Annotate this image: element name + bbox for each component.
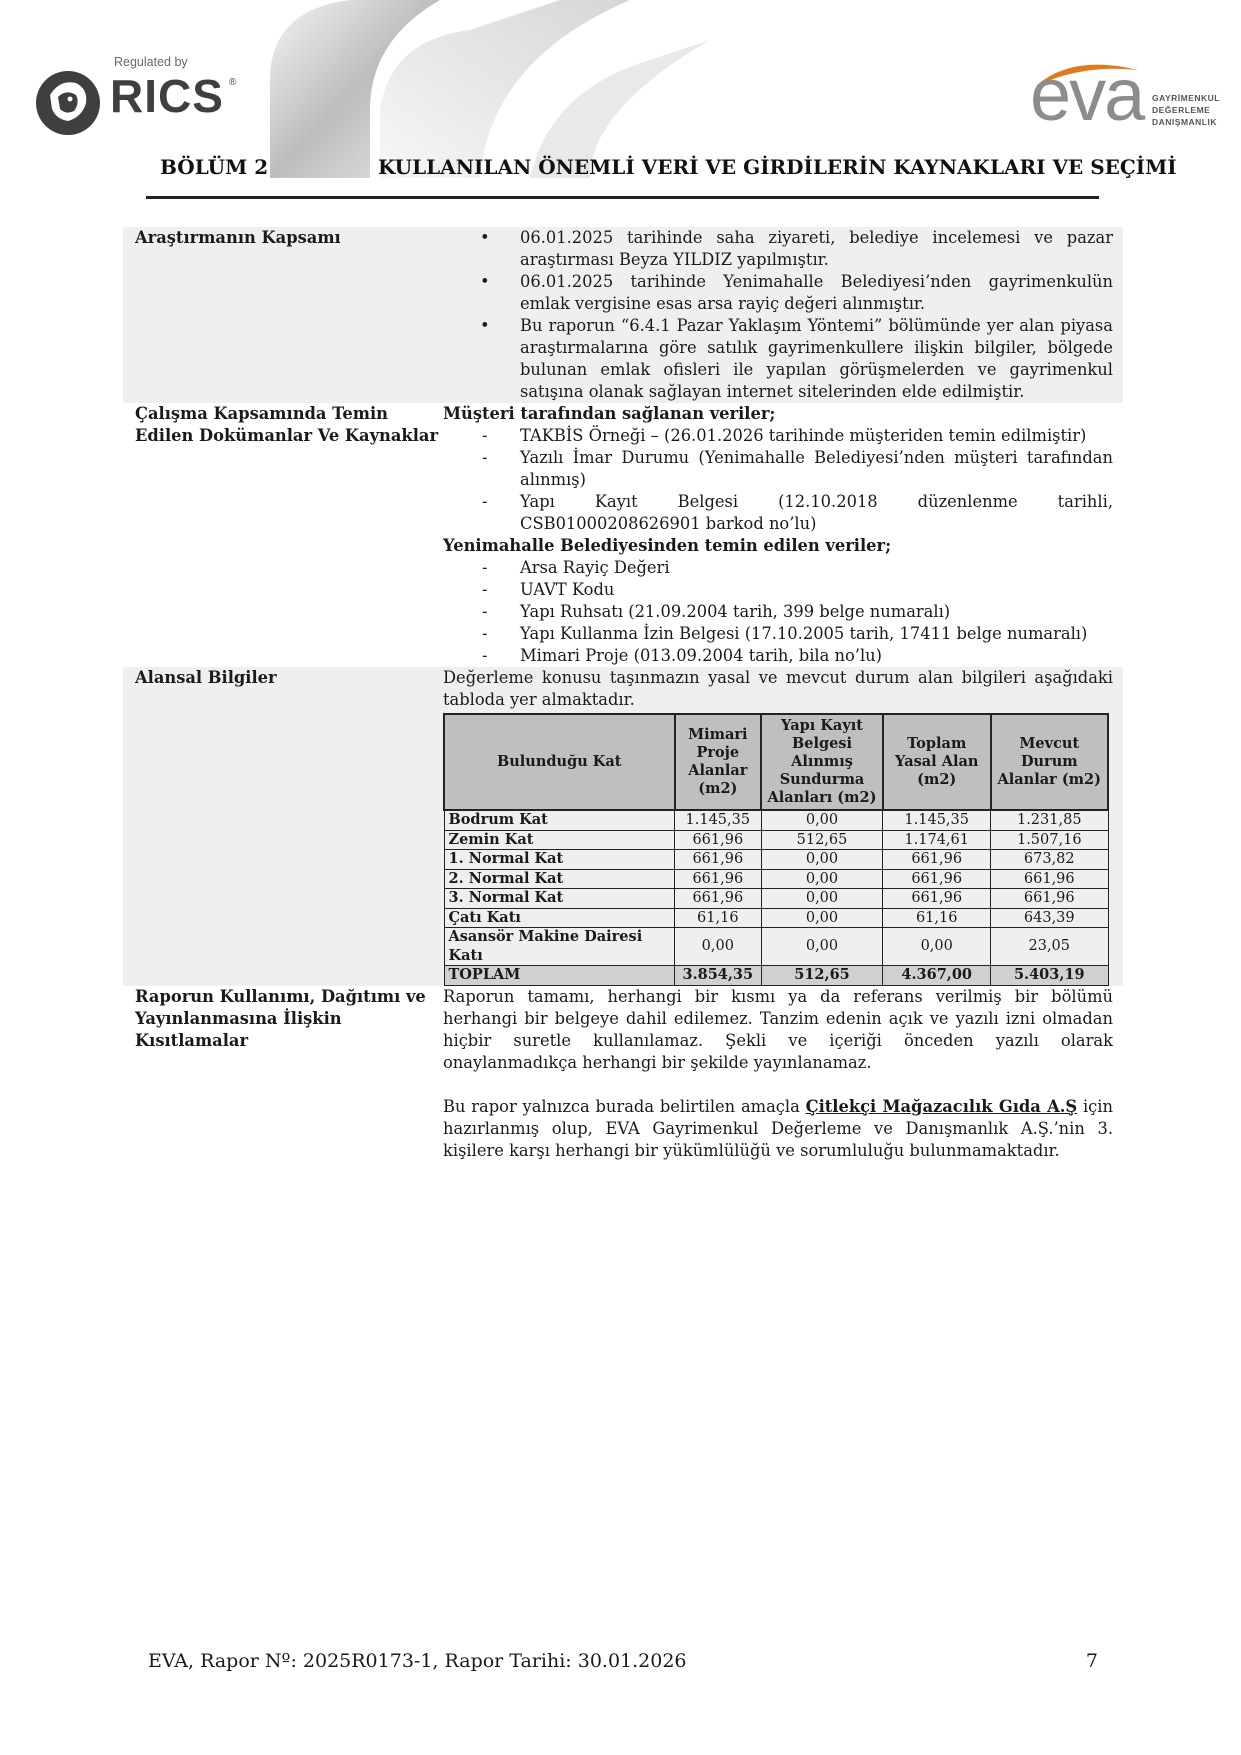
scope-bullet-list <box>443 227 1113 403</box>
table-cell: 661,96 <box>883 889 991 909</box>
total-row <box>444 966 1108 986</box>
area-table <box>443 713 1109 986</box>
client-data-list <box>443 425 1113 535</box>
table-cell: 661,96 <box>883 869 991 889</box>
scope-label: Araştırmanın Kapsamı <box>123 227 443 403</box>
table-cell: 1.145,35 <box>675 810 762 830</box>
table-cell: 61,16 <box>675 908 762 928</box>
table-cell: 673,82 <box>991 850 1108 870</box>
column-header: Yapı Kayıt Belgesi Alınmış Sundurma Alanları (m2) <box>761 714 883 810</box>
rics-wordmark: RICS <box>110 70 224 122</box>
documents-row <box>123 403 1123 667</box>
table-cell: Zemin Kat <box>444 830 675 850</box>
rics-logo <box>32 55 242 140</box>
table-cell: 1.507,16 <box>991 830 1108 850</box>
eva-subtitle-line: DEĞERLEME <box>1152 105 1211 115</box>
list-item: - Mimari Proje (013.09.2004 tarih, bila no’lu) <box>520 645 1113 667</box>
usage-value <box>443 986 1123 1162</box>
page-number: 7 <box>1085 1650 1098 1672</box>
eva-subtitle-line: DANIŞMANLIK <box>1152 117 1217 127</box>
area-value <box>443 667 1123 986</box>
client-data-heading: Müşteri tarafından sağlanan veriler; <box>443 404 776 423</box>
table-cell: Bodrum Kat <box>444 810 675 830</box>
table-cell: Çatı Katı <box>444 908 675 928</box>
heading-rule <box>146 196 1099 199</box>
info-table <box>123 227 1123 1162</box>
table-cell: 0,00 <box>761 850 883 870</box>
table-row <box>444 908 1108 928</box>
municipality-data-heading: Yenimahalle Belediyesinden temin edilen veriler; <box>443 536 892 555</box>
table-cell: 0,00 <box>761 908 883 928</box>
table-cell: 3. Normal Kat <box>444 889 675 909</box>
table-cell: 1.231,85 <box>991 810 1108 830</box>
area-label: Alansal Bilgiler <box>123 667 443 986</box>
table-cell: 661,96 <box>883 850 991 870</box>
rics-registered-mark: ® <box>229 77 237 88</box>
table-cell: Asansör Makine Dairesi Katı <box>444 928 675 966</box>
table-cell: 512,65 <box>761 830 883 850</box>
documents-value <box>443 403 1123 667</box>
table-cell: 0,00 <box>761 928 883 966</box>
usage-text: Bu rapor yalnızca burada belirtilen amaçla <box>443 1096 806 1116</box>
column-header: Mimari Proje Alanlar (m2) <box>675 714 762 810</box>
list-item: • 06.01.2025 tarihinde Yenimahalle Belediyesi’nden gayrimenkulün emlak vergisine esas arsa rayiç değeri alınmıştır. <box>520 271 1113 315</box>
client-name: Çitlekçi Mağazacılık Gıda A.Ş <box>805 1096 1078 1116</box>
list-item: • Bu raporun “6.4.1 Pazar Yaklaşım Yöntemi” bölümünde yer alan piyasa araştırmalarına göre satılık gayrimenkullere ilişkin bilgiler, bölgede bulunan emlak ofisleri ile yapılan görüşmelerden ve gayrimenkul satışına olanak sağlayan internet sitelerinden elde edilmiştir. <box>520 315 1113 403</box>
table-cell: 661,96 <box>675 869 762 889</box>
table-cell: 661,96 <box>675 850 762 870</box>
table-cell: 23,05 <box>991 928 1108 966</box>
table-cell: 661,96 <box>675 830 762 850</box>
area-row <box>123 667 1123 986</box>
usage-text: için hazırlanmış olup, EVA Gayrimenkul Değerleme ve Danışmanlık A.Ş.’nin 3. kişilere karşı herhangi bir yükümlülüğü ve sorumluluğu bulunmamaktadır. <box>443 1096 1113 1160</box>
table-cell: 0,00 <box>761 889 883 909</box>
table-cell: 0,00 <box>675 928 762 966</box>
table-cell: 0,00 <box>761 810 883 830</box>
list-item: - UAVT Kodu <box>520 579 1113 601</box>
report-reference: EVA, Rapor Nº: 2025R0173-1, Rapor Tarihi: 30.01.2026 <box>148 1650 687 1672</box>
eva-logo <box>1030 53 1240 148</box>
eva-subtitle-line: GAYRİMENKUL <box>1152 93 1220 103</box>
table-cell: 4.367,00 <box>883 966 991 986</box>
eva-subtitle <box>1152 92 1220 128</box>
list-item: - TAKBİS Örneği – (26.01.2026 tarihinde müşteriden temin edilmiştir) <box>520 425 1113 447</box>
column-header: Toplam Yasal Alan (m2) <box>883 714 991 810</box>
page-footer <box>148 1650 1098 1672</box>
table-cell: 1.174,61 <box>883 830 991 850</box>
usage-label: Raporun Kullanımı, Dağıtımı ve Yayınlanmasına İlişkin Kısıtlamalar <box>135 986 426 1050</box>
table-cell: 512,65 <box>761 966 883 986</box>
table-cell: 61,16 <box>883 908 991 928</box>
section-title: KULLANILAN ÖNEMLİ VERİ VE GİRDİLERİN KAYNAKLARI VE SEÇİMİ <box>378 155 1177 179</box>
documents-label: Çalışma Kapsamında Temin Edilen Dokümanlar Ve Kaynaklar <box>135 404 439 445</box>
table-cell: 1.145,35 <box>883 810 991 830</box>
table-cell: 643,39 <box>991 908 1108 928</box>
table-row <box>444 889 1108 909</box>
column-header: Bulunduğu Kat <box>444 714 675 810</box>
table-row <box>444 850 1108 870</box>
list-item: - Arsa Rayiç Değeri <box>520 557 1113 579</box>
scope-row <box>123 227 1123 403</box>
scope-value <box>443 227 1123 403</box>
list-item: - Yazılı İmar Durumu (Yenimahalle Belediyesi’nden müşteri tarafından alınmış) <box>520 447 1113 491</box>
table-header-row <box>444 714 1108 810</box>
table-row <box>444 869 1108 889</box>
table-cell: 0,00 <box>761 869 883 889</box>
area-intro: Değerleme konusu taşınmazın yasal ve mevcut durum alan bilgileri aşağıdaki tabloda yer almaktadır. <box>443 668 1113 709</box>
table-cell: 5.403,19 <box>991 966 1108 986</box>
table-cell: 0,00 <box>883 928 991 966</box>
watermark-graphic <box>230 0 750 178</box>
section-number: BÖLÜM 2 <box>160 155 269 179</box>
table-cell: TOPLAM <box>444 966 675 986</box>
list-item: - Yapı Kullanma İzin Belgesi (17.10.2005 tarih, 17411 belge numaralı) <box>520 623 1113 645</box>
table-cell: 661,96 <box>675 889 762 909</box>
municipality-data-list <box>443 557 1113 667</box>
usage-paragraph-2 <box>443 1096 1113 1162</box>
table-cell: 661,96 <box>991 889 1108 909</box>
table-row <box>444 810 1108 830</box>
column-header: Mevcut Durum Alanlar (m2) <box>991 714 1108 810</box>
rics-regulated-text: Regulated by <box>114 55 188 69</box>
table-cell: 1. Normal Kat <box>444 850 675 870</box>
lion-icon <box>32 65 104 137</box>
list-item: - Yapı Ruhsatı (21.09.2004 tarih, 399 belge numaralı) <box>520 601 1113 623</box>
usage-row <box>123 986 1123 1162</box>
table-cell: 661,96 <box>991 869 1108 889</box>
table-row <box>444 830 1108 850</box>
usage-paragraph-1: Raporun tamamı, herhangi bir kısmı ya da referans verilmiş bir bölümü herhangi bir belgeye dahil edilemez. Tanzim edenin açık ve yazılı izni olmadan hiçbir suretle kullanılamaz. Şekli ve içeriği önceden yazılı olarak onaylanmadıkça herhangi bir şekilde yayınlanamaz. <box>443 986 1113 1072</box>
list-item: - Yapı Kayıt Belgesi (12.10.2018 düzenlenme tarihli, CSB01000208626901 barkod no’lu) <box>520 491 1113 535</box>
table-cell: 3.854,35 <box>675 966 762 986</box>
table-cell: 2. Normal Kat <box>444 869 675 889</box>
eva-wordmark: eva <box>1030 53 1144 136</box>
list-item: • 06.01.2025 tarihinde saha ziyareti, belediye incelemesi ve pazar araştırması Beyza YILDIZ yapılmıştır. <box>520 227 1113 271</box>
table-row <box>444 928 1108 966</box>
